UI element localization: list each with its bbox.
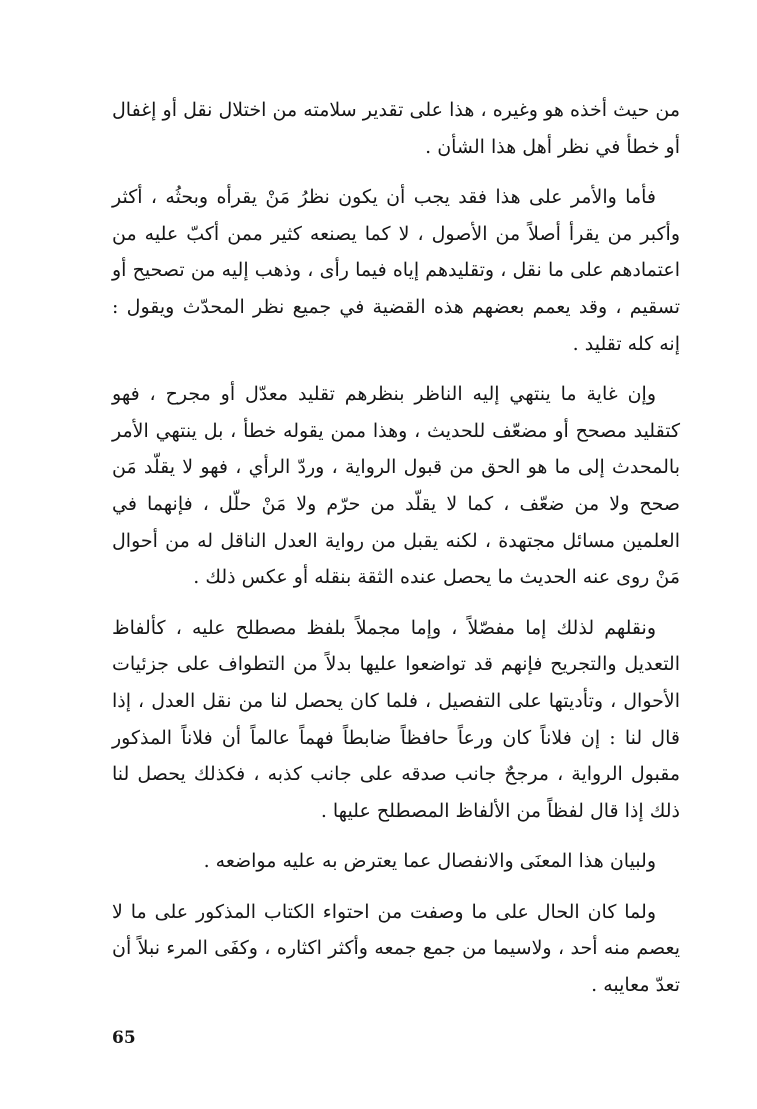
- body-text: [112, 92, 680, 1018]
- paragraph-1: من حيث أخذه هو وغيره ، هذا على تقدير سلامته من اختلال نقل أو إغفال أو خطأ في نظر أهل هذا الشأن .: [112, 99, 680, 158]
- paragraph-4: ونقلهم لذلك إما مفصّلاً ، وإما مجملاً بلفظ مصطلح عليه ، كألفاظ التعديل والتجريح فإنهم قد تواضعوا عليها بدلاً من التطواف على جزئيات الأحوال ، وتأديتها على التفصيل ، فلما كان يحصل لنا من نقل العدل ، إذا قال لنا : إن فلاناً كان ورعاً حافظاً ضابطاً فهماً عالماً أن فلاناً المذكور مقبول الرواية ، مرجحٌ جانب صدقه على جانب كذبه ، فكذلك يحصل لنا ذلك إذا قال لفظاً من الألفاظ المصطلح عليها .: [112, 616, 680, 822]
- paragraph-2: فأما والأمر على هذا فقد يجب أن يكون نظرُ مَنْ يقرأه وبحثُه ، أكثر وأكبر من يقرأ أصلاً من الأصول ، لا كما يصنعه كثير ممن أكبّ عليه من اعتمادهم على ما نقل ، وتقليدهم إياه فيما رأى ، وذهب إليه من تصحيح أو تسقيم ، وقد يعمم بعضهم هذه القضية في جميع نظر المحدّث ويقول : إنه كله تقليد .: [112, 186, 680, 355]
- paragraph-6: ولما كان الحال على ما وصفت من احتواء الكتاب المذكور على ما لا يعصم منه أحد ، ولاسيما من جمع جمعه وأكثر اكثاره ، وكفَى المرء نبلاً أن تعدّ معايبه .: [112, 900, 680, 997]
- paragraph-3: وإن غاية ما ينتهي إليه الناظر بنظرهم تقليد معدّل أو مجرح ، فهو كتقليد مصحح أو مضعّف للحديث ، وهذا ممن يقوله خطأ ، بل ينتهي الأمر بالمحدث إلى ما هو الحق من قبول الرواية ، وردّ الرأي ، فهو لا يقلّد مَن صحح ولا من ضعّف ، كما لا يقلّد من حرّم ولا مَنْ حلّل ، فإنهما في العلمين مسائل مجتهدة ، لكنه يقبل من رواية العدل الناقل له من أحوال مَنْ روى عنه الحديث ما يحصل عنده الثقة بنقله أو عكس ذلك .: [112, 383, 680, 589]
- paragraph-5: ولبيان هذا المعنَى والانفصال عما يعترض به عليه مواضعه .: [203, 850, 656, 873]
- page-number: 65: [112, 1028, 136, 1048]
